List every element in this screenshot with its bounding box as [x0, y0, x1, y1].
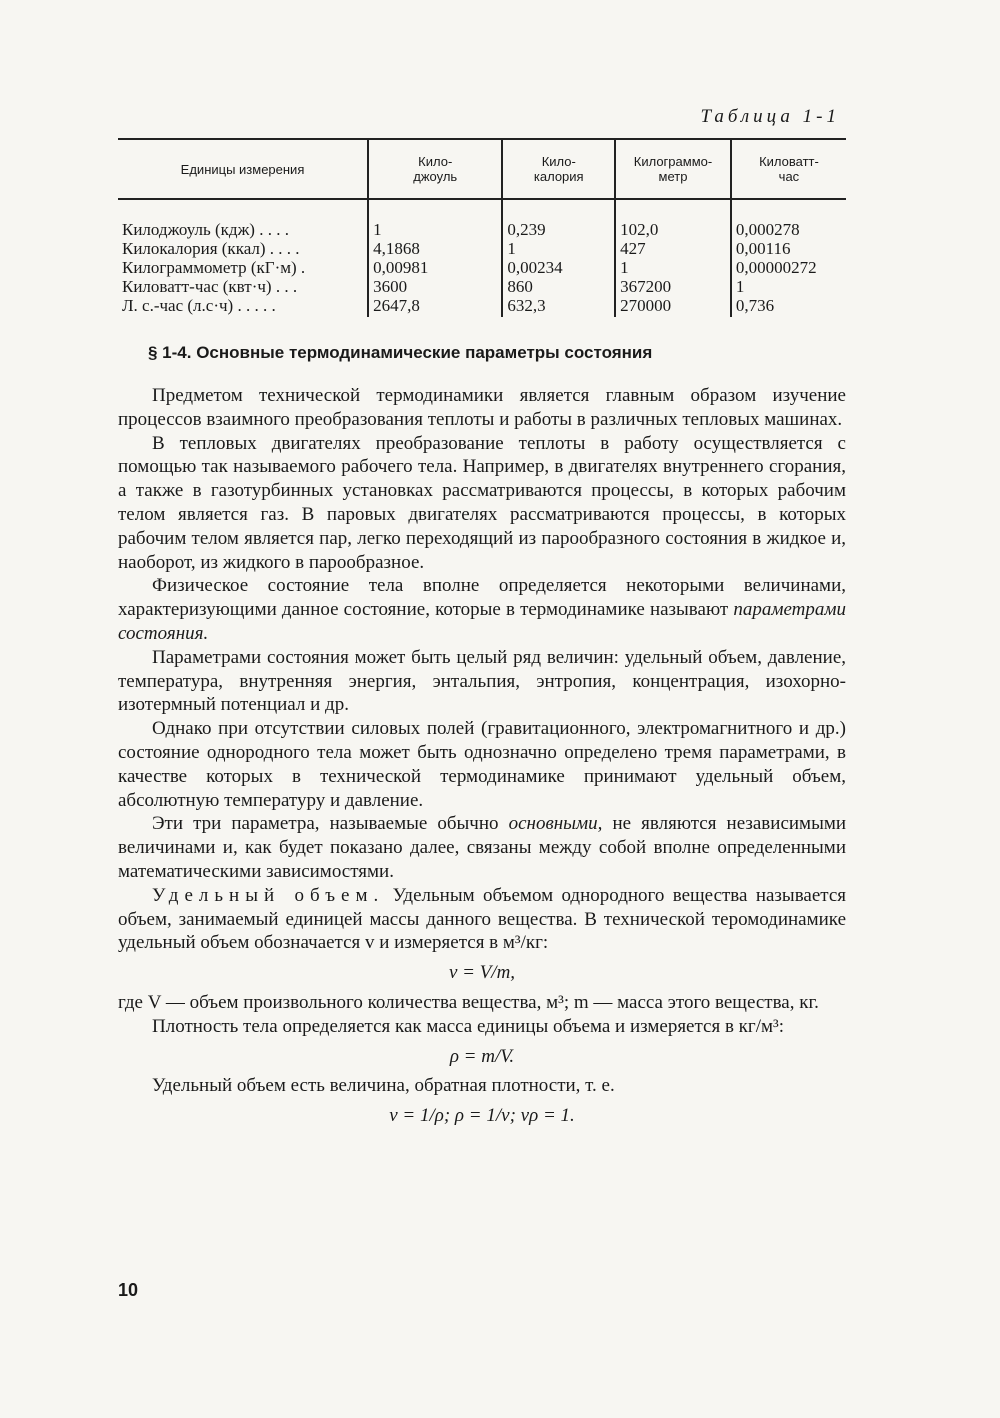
cell-kj: 1 — [368, 199, 502, 239]
paragraph-text: Физическое состояние тела вполне определяется некоторыми величинами, характеризующими данное состояние, которые в термодинамике называют — [118, 575, 846, 621]
row-name: Киловатт-час (квт·ч) . . . — [122, 277, 298, 296]
header-kilogrammeter-label: Килограммо- метр — [633, 154, 713, 184]
formula: v = 1/ρ; ρ = 1/v; vρ = 1. — [389, 1105, 575, 1127]
row-name: Килоджоуль (кдж) . . . . — [122, 220, 289, 239]
emphasis-term: основными, — [508, 813, 603, 835]
cell-kcal: 1 — [502, 239, 615, 258]
cell-kj: 2647,8 — [368, 296, 502, 317]
paragraph — [118, 884, 846, 955]
header-kilocalorie-label: Кило- калория — [533, 154, 584, 184]
cell-kwh: 0,00116 — [731, 239, 846, 258]
cell-kgm: 1 — [615, 258, 731, 277]
body-text — [118, 384, 846, 1134]
table-row — [118, 296, 846, 317]
cell-kwh: 1 — [731, 277, 846, 296]
header-kilojoule — [368, 139, 502, 199]
table-row — [118, 239, 846, 258]
cell-kcal: 0,239 — [502, 199, 615, 239]
cell-kwh: 0,00000272 — [731, 258, 846, 277]
cell-kcal: 632,3 — [502, 296, 615, 317]
cell-kgm: 367200 — [615, 277, 731, 296]
paragraph: В тепловых двигателях преобразование теплоты в работу осуществляется с помощью так называемого рабочего тела. Например, в двигателях внутреннего сгорания, а также в газотурбинных установках рассматриваются процессы, в которых рабочим телом является газ. В паровых двигателях рассматриваются процессы, в которых рабочим телом является пар, легко переходящий из парообразного состояния в жидкое и, наоборот, из жидкого в парообразное. — [118, 432, 846, 573]
table-header-row — [118, 139, 846, 199]
paragraph: Плотность тела определяется как масса единицы объема и измеряется в кг/м³: — [152, 1015, 784, 1037]
paragraph — [118, 574, 846, 645]
cell-kgm: 102,0 — [615, 199, 731, 239]
paragraph: где V — объем произвольного количества вещества, м³; m — масса этого вещества, кг. — [118, 991, 819, 1013]
table-row — [118, 258, 846, 277]
page-number: 10 — [118, 1280, 139, 1300]
units-conversion-table — [118, 138, 846, 317]
subheading-spaced: Удельный объем. — [152, 884, 385, 906]
cell-kj: 4,1868 — [368, 239, 502, 258]
cell-kcal: 860 — [502, 277, 615, 296]
header-kilogrammeter — [615, 139, 731, 199]
cell-kwh: 0,000278 — [731, 199, 846, 239]
row-name: Килограммометр (кГ·м) . — [122, 258, 306, 277]
paragraph — [118, 812, 846, 883]
cell-kwh: 0,736 — [731, 296, 846, 317]
cell-kgm: 270000 — [615, 296, 731, 317]
paragraph: Однако при отсутствии силовых полей (гравитационного, электромагнитного и др.) состояние однородного тела может быть однозначно определено тремя параметрами, в качестве которых в технической термодинамике принимают удельный объем, абсолютную температуру и давление. — [118, 718, 846, 811]
paragraph: Предметом технической термодинамики является главным образом изучение процессов взаимного преобразования теплоты и работы в различных тепловых машинах. — [118, 385, 846, 430]
table-caption: Таблица 1-1 — [700, 106, 840, 127]
row-name: Л. с.-час (л.с·ч) . . . . . — [122, 296, 276, 315]
paragraph: Удельный объем есть величина, обратная плотности, т. е. — [152, 1075, 615, 1097]
cell-kcal: 0,00234 — [502, 258, 615, 277]
formula: ρ = m/V. — [449, 1045, 515, 1067]
section-heading: § 1-4. Основные термодинамические параметры состояния — [148, 343, 653, 362]
paragraph-text: не являются независимыми величинами и, как будет показано далее, связаны между собой вполне определенными математическими зависимостями. — [118, 813, 847, 882]
table-row — [118, 277, 846, 296]
paragraph-text: Удельным объемом однородного вещества называется объем, занимаемый единицей массы данного вещества. В технической теромодинамике удельный объем обозначается v и измеряется в м³/кг: — [118, 884, 846, 954]
emphasis-term: параметрами состояния. — [118, 599, 847, 644]
cell-kgm: 427 — [615, 239, 731, 258]
paragraph: Параметрами состояния может быть целый ряд величин: удельный объем, давление, температура, внутренняя энергия, энтальпия, энтропия, концентрация, изохорно-изотермный потенциал и др. — [118, 646, 846, 716]
table-row — [118, 199, 846, 239]
cell-kj: 0,00981 — [368, 258, 502, 277]
header-kilocalorie — [502, 139, 615, 199]
header-kilojoule-label: Кило- джоуль — [413, 154, 458, 184]
header-units: Единицы измерения — [118, 139, 368, 199]
cell-kj: 3600 — [368, 277, 502, 296]
header-kilowatthour — [731, 139, 846, 199]
paragraph-text: Эти три параметра, называемые обычно — [152, 813, 499, 835]
formula: v = V/m, — [448, 962, 516, 984]
header-kilowatthour-label: Киловатт- час — [759, 154, 819, 184]
row-name: Килокалория (ккал) . . . . — [122, 239, 300, 258]
